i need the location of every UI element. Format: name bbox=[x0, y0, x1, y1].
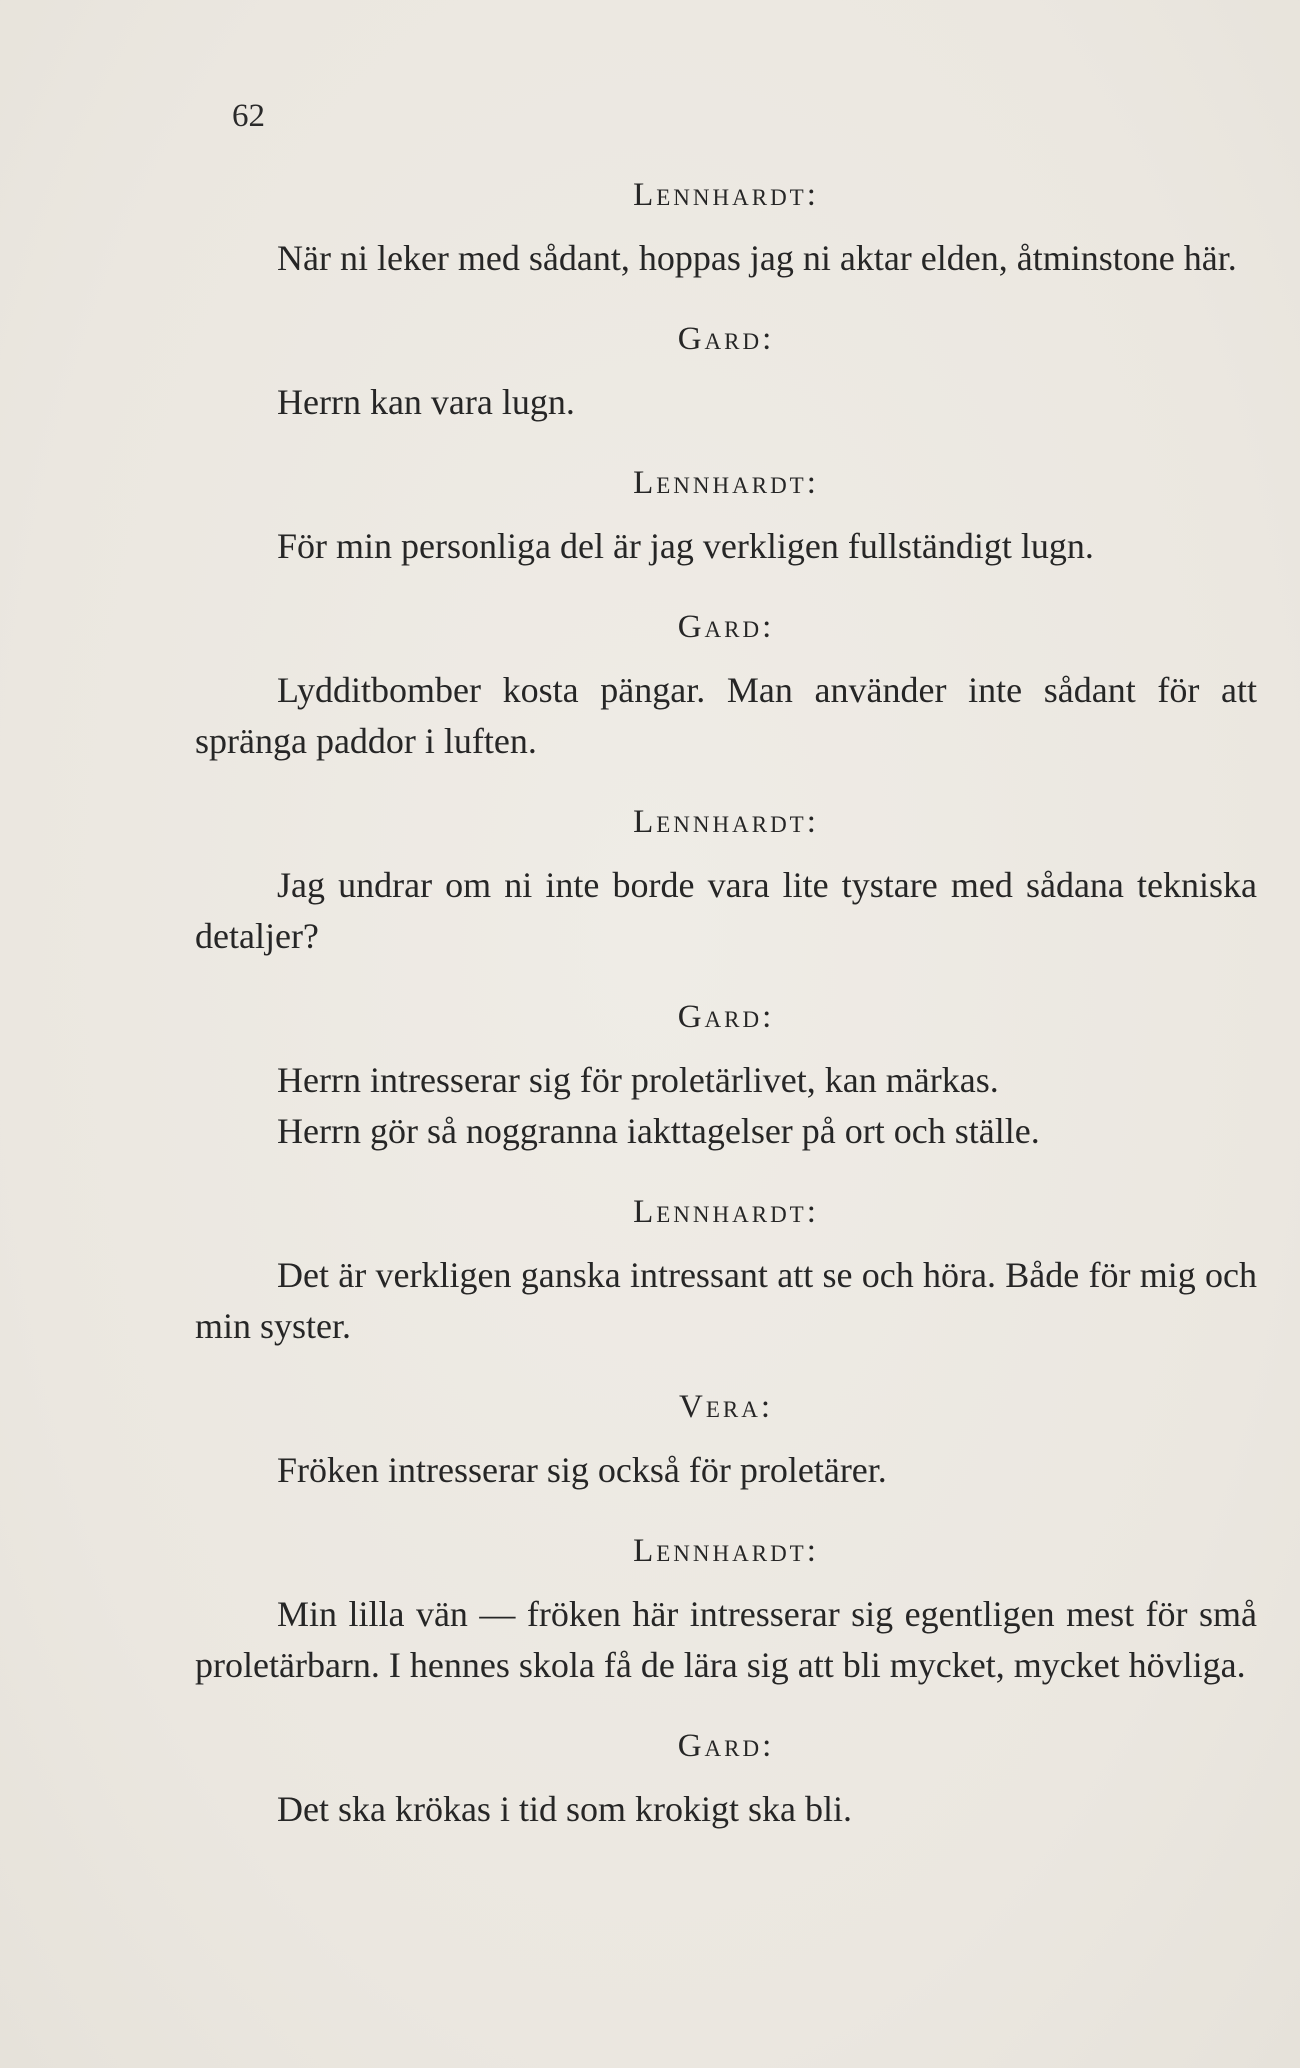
speech-paragraph: Min lilla vän — fröken här intresserar sig egentligen mest för små proletärbarn. I hennes skola få de lära sig att bli mycket, mycket hövliga. bbox=[195, 1594, 1257, 1685]
speaker-name: Lennhardt: bbox=[633, 177, 819, 213]
speaker-name: Gard: bbox=[677, 1728, 775, 1764]
speech-paragraph: Fröken intresserar sig också för proletärer. bbox=[277, 1450, 887, 1490]
speaker-name: Lennhardt: bbox=[633, 804, 819, 840]
speech-paragraph: Lydditbomber kosta pängar. Man använder inte sådant för att spränga paddor i luften. bbox=[195, 670, 1257, 761]
speaker-name: Lennhardt: bbox=[633, 1194, 819, 1230]
speaker-name: Lennhardt: bbox=[633, 1533, 819, 1569]
speaker-name: Gard: bbox=[677, 609, 775, 645]
page-number: 62 bbox=[232, 98, 265, 134]
speaker-name: Lennhardt: bbox=[633, 465, 819, 501]
speech-paragraph: Det ska krökas i tid som krokigt ska bli. bbox=[277, 1789, 852, 1829]
speech-paragraph: För min personliga del är jag verkligen fullständigt lugn. bbox=[277, 526, 1094, 566]
speaker-name: Gard: bbox=[677, 321, 775, 357]
speech-paragraph: Jag undrar om ni inte borde vara lite tystare med sådana tekniska detaljer? bbox=[195, 865, 1257, 956]
speaker-name: Gard: bbox=[677, 999, 775, 1035]
speech-paragraph: När ni leker med sådant, hoppas jag ni aktar elden, åtminstone här. bbox=[277, 238, 1237, 278]
speech-paragraph: Herrn kan vara lugn. bbox=[277, 382, 575, 422]
speech-paragraph: Det är verkligen ganska intressant att se och höra. Både för mig och min syster. bbox=[195, 1255, 1257, 1346]
speech-paragraph: Herrn intresserar sig för proletärlivet, kan märkas. bbox=[277, 1060, 999, 1100]
dialogue-text bbox=[195, 170, 1257, 1865]
speech-paragraph: Herrn gör så noggranna iakttagelser på ort och ställe. bbox=[277, 1111, 1040, 1151]
speaker-name: Vera: bbox=[679, 1389, 773, 1425]
